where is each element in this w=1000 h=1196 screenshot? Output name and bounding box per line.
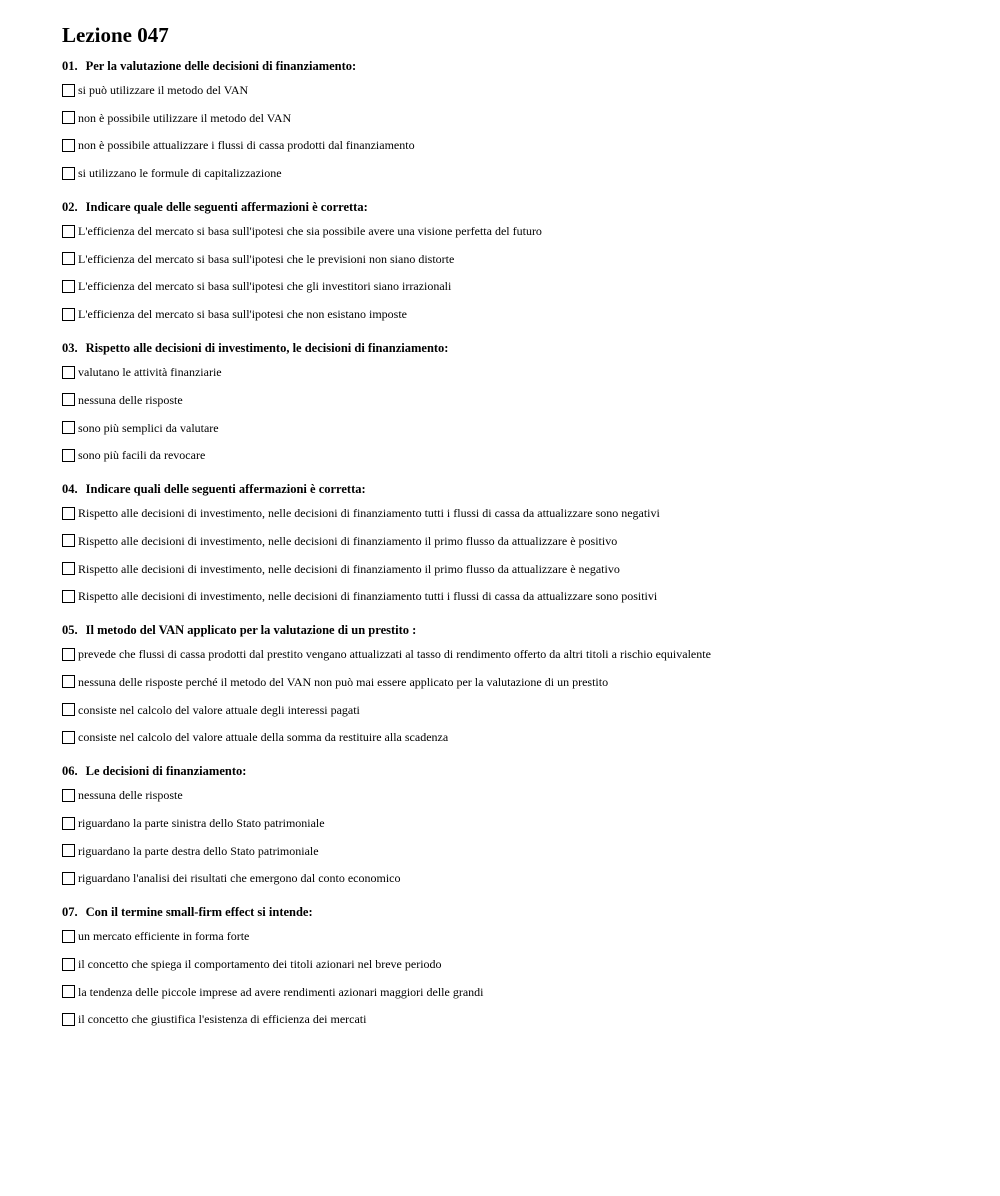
question-heading xyxy=(62,622,962,638)
question-block xyxy=(62,340,962,464)
question-block xyxy=(62,199,962,323)
answer-option-label: valutano le attività finanziarie xyxy=(78,365,222,380)
answer-option[interactable] xyxy=(62,728,962,746)
answer-option-label: si può utilizzare il metodo del VAN xyxy=(78,83,249,97)
answer-option-label: nessuna delle risposte xyxy=(78,392,183,407)
answer-checkbox[interactable] xyxy=(62,139,75,152)
answer-option[interactable] xyxy=(62,927,962,945)
answer-option[interactable] xyxy=(62,983,962,1001)
answer-checkbox[interactable] xyxy=(62,421,75,434)
question-text: Indicare quali delle seguenti affermazioni è corretta: xyxy=(85,482,366,497)
answer-checkbox[interactable] xyxy=(62,930,75,943)
answer-option[interactable] xyxy=(62,532,962,550)
question-number: 01. xyxy=(62,59,78,73)
answer-option-label: il concetto che giustifica l'esistenza di efficienza dei mercati xyxy=(78,1012,367,1027)
answer-option[interactable] xyxy=(62,277,962,295)
answer-option[interactable] xyxy=(62,222,962,240)
answer-option-label: L'efficienza del mercato si basa sull'ipotesi che sia possibile avere una visione perfetta del futuro xyxy=(78,224,542,239)
answer-option-label: prevede che flussi di cassa prodotti dal prestito vengano attualizzati al tasso di rendimento offerto da altri titoli a rischio equivalente xyxy=(78,647,711,662)
answer-option[interactable] xyxy=(62,136,962,154)
answer-option[interactable] xyxy=(62,560,962,578)
answer-option[interactable] xyxy=(62,446,962,464)
answer-option-label: consiste nel calcolo del valore attuale degli interessi pagati xyxy=(78,702,360,717)
answer-checkbox[interactable] xyxy=(62,958,75,971)
answer-option-label: non è possibile attualizzare i flussi di cassa prodotti dal finanziamento xyxy=(78,138,415,153)
answer-option-label: L'efficienza del mercato si basa sull'ipotesi che gli investitori siano irrazionali xyxy=(78,279,452,294)
answer-option-label: la tendenza delle piccole imprese ad avere rendimenti azionari maggiori delle grandi xyxy=(78,984,484,999)
answer-option[interactable] xyxy=(62,504,962,522)
answer-option-label: Rispetto alle decisioni di investimento, nelle decisioni di finanziamento tutti i flussi di cassa da attualizzare sono negativi xyxy=(78,506,660,521)
answer-checkbox[interactable] xyxy=(62,985,75,998)
question-number: 04. xyxy=(62,482,78,497)
answer-checkbox[interactable] xyxy=(62,252,75,265)
answer-option-label: il concetto che spiega il comportamento dei titoli azionari nel breve periodo xyxy=(78,957,442,972)
question-text: Rispetto alle decisioni di investimento, le decisioni di finanziamento: xyxy=(85,341,449,356)
answer-checkbox[interactable] xyxy=(62,731,75,744)
answer-checkbox[interactable] xyxy=(62,1013,75,1026)
answer-option[interactable] xyxy=(62,363,962,381)
answer-option-label: riguardano la parte destra dello Stato patrimoniale xyxy=(78,843,319,858)
answer-option[interactable] xyxy=(62,814,962,832)
answer-checkbox[interactable] xyxy=(62,308,75,321)
answer-checkbox[interactable] xyxy=(62,675,75,688)
question-number: 02. xyxy=(62,200,78,215)
answer-option-label: L'efficienza del mercato si basa sull'ipotesi che le previsioni non siano distorte xyxy=(78,251,455,266)
answer-option-label: Rispetto alle decisioni di investimento, nelle decisioni di finanziamento il primo flusso da attualizzare è negativo xyxy=(78,561,620,576)
answer-option-label: consiste nel calcolo del valore attuale della somma da restituire alla scadenza xyxy=(78,730,449,745)
question-number: 06. xyxy=(62,764,78,779)
answer-checkbox[interactable] xyxy=(62,366,75,379)
question-heading xyxy=(62,199,962,215)
answer-option[interactable] xyxy=(62,587,962,605)
question-block xyxy=(62,481,962,605)
question-block xyxy=(62,622,962,746)
answer-option[interactable] xyxy=(62,869,962,887)
answer-checkbox[interactable] xyxy=(62,449,75,462)
answer-option[interactable] xyxy=(62,955,962,973)
question-heading xyxy=(62,58,962,74)
question-text: Le decisioni di finanziamento: xyxy=(85,764,247,779)
answer-checkbox[interactable] xyxy=(62,872,75,885)
answer-option-label: L'efficienza del mercato si basa sull'ipotesi che non esistano imposte xyxy=(78,307,408,322)
answer-checkbox[interactable] xyxy=(62,703,75,716)
answer-option[interactable] xyxy=(62,1010,962,1028)
answer-option-label: sono più facili da revocare xyxy=(78,448,206,463)
question-number: 03. xyxy=(62,341,78,356)
question-number: 07. xyxy=(62,905,78,920)
answer-option[interactable] xyxy=(62,842,962,860)
answer-checkbox[interactable] xyxy=(62,167,75,180)
answer-option-label: sono più semplici da valutare xyxy=(78,420,219,435)
answer-option-label: riguardano la parte sinistra dello Stato patrimoniale xyxy=(78,816,325,830)
answer-option[interactable] xyxy=(62,786,962,804)
answer-checkbox[interactable] xyxy=(62,817,75,830)
question-block xyxy=(62,904,962,1028)
answer-checkbox[interactable] xyxy=(62,648,75,661)
answer-option[interactable] xyxy=(62,701,962,719)
question-text: Per la valutazione delle decisioni di finanziamento: xyxy=(85,59,357,73)
answer-option[interactable] xyxy=(62,109,962,127)
answer-checkbox[interactable] xyxy=(62,225,75,238)
answer-checkbox[interactable] xyxy=(62,534,75,547)
page-title: Lezione 047 xyxy=(62,23,169,47)
answer-option[interactable] xyxy=(62,645,962,663)
answer-checkbox[interactable] xyxy=(62,590,75,603)
answer-option-label: Rispetto alle decisioni di investimento, nelle decisioni di finanziamento il primo flusso da attualizzare è positivo xyxy=(78,533,618,548)
answer-option-label: nessuna delle risposte perché il metodo del VAN non può mai essere applicato per la valutazione di un prestito xyxy=(78,674,609,689)
question-block xyxy=(62,58,962,182)
answer-option[interactable] xyxy=(62,81,962,99)
answer-checkbox[interactable] xyxy=(62,844,75,857)
answer-option[interactable] xyxy=(62,250,962,268)
answer-option-label: un mercato efficiente in forma forte xyxy=(78,929,250,944)
answer-option[interactable] xyxy=(62,305,962,323)
answer-checkbox[interactable] xyxy=(62,393,75,406)
answer-option[interactable] xyxy=(62,391,962,409)
question-heading xyxy=(62,904,962,920)
answer-option[interactable] xyxy=(62,673,962,691)
quiz-page xyxy=(62,22,962,1045)
question-list xyxy=(62,58,962,1028)
answer-checkbox[interactable] xyxy=(62,111,75,124)
answer-option-label: si utilizzano le formule di capitalizzazione xyxy=(78,166,282,181)
answer-option[interactable] xyxy=(62,419,962,437)
question-block xyxy=(62,763,962,887)
question-number: 05. xyxy=(62,623,78,638)
answer-checkbox[interactable] xyxy=(62,562,75,575)
question-text: Indicare quale delle seguenti affermazioni è corretta: xyxy=(85,200,368,215)
answer-option-label: riguardano l'analisi dei risultati che emergono dal conto economico xyxy=(78,871,401,886)
question-heading xyxy=(62,763,962,779)
answer-checkbox[interactable] xyxy=(62,84,75,97)
answer-option-label: non è possibile utilizzare il metodo del VAN xyxy=(78,110,292,125)
question-text: Con il termine small-firm effect si intende: xyxy=(85,905,313,920)
answer-option-label: nessuna delle risposte xyxy=(78,788,183,803)
question-heading xyxy=(62,481,962,497)
answer-option[interactable] xyxy=(62,164,962,182)
answer-checkbox[interactable] xyxy=(62,507,75,520)
question-text: Il metodo del VAN applicato per la valutazione di un prestito : xyxy=(85,623,417,638)
question-heading xyxy=(62,340,962,356)
answer-checkbox[interactable] xyxy=(62,789,75,802)
answer-option-label: Rispetto alle decisioni di investimento, nelle decisioni di finanziamento tutti i flussi di cassa da attualizzare sono positivi xyxy=(78,589,658,604)
answer-checkbox[interactable] xyxy=(62,280,75,293)
